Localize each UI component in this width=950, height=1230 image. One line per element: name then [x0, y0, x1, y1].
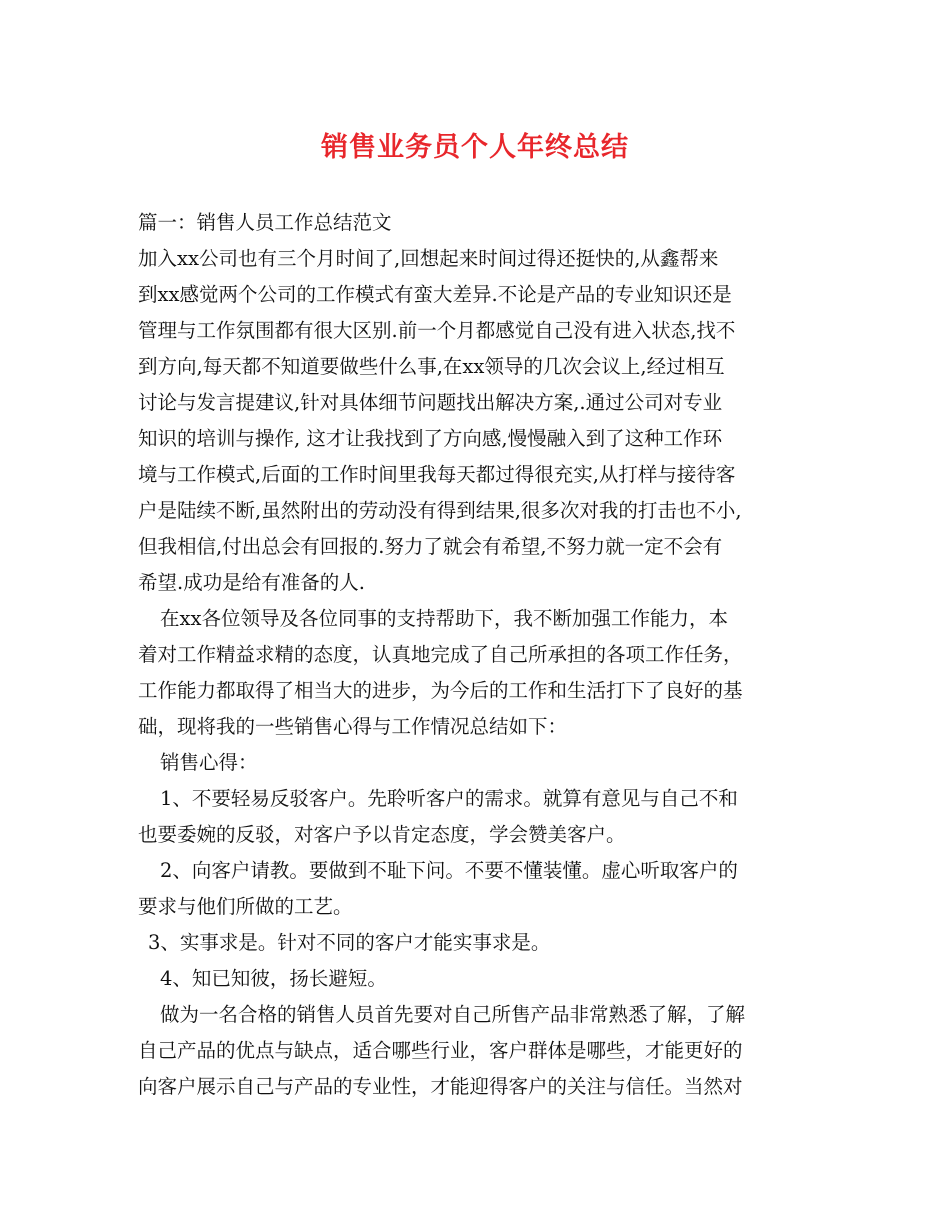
paragraph-line: 境与工作模式,后面的工作时间里我每天都过得很充实,从打样与接待客 [138, 463, 736, 486]
paragraph-line: 到方向,每天都不知道要做些什么事,在xx领导的几次会议上,经过相互 [138, 355, 725, 378]
paragraph-line: 自己产品的优点与缺点，适合哪些行业，客户群体是哪些，才能更好的 [138, 1039, 743, 1062]
paragraph-line: 希望.成功是给有准备的人. [138, 571, 365, 594]
paragraph-line: 着对工作精益求精的态度，认真地完成了自己所承担的各项工作任务， [138, 643, 743, 666]
paragraph-line: 做为一名合格的销售人员首先要对自己所售产品非常熟悉了解，了解 [160, 1003, 746, 1026]
subheading-line: 销售心得： [160, 751, 258, 774]
paragraph-line: 工作能力都取得了相当大的进步，为今后的工作和生活打下了良好的基 [138, 679, 743, 702]
paragraph-line: 向客户展示自己与产品的专业性，才能迎得客户的关注与信任。当然对 [138, 1075, 743, 1098]
document-body [138, 205, 818, 1105]
paragraph-line: 但我相信,付出总会有回报的.努力了就会有希望,不努力就一定不会有 [138, 535, 723, 558]
list-item-line: 要求与他们所做的工艺。 [138, 895, 353, 918]
paragraph-line: 础，现将我的一些销售心得与工作情况总结如下： [138, 715, 568, 738]
paragraph-line: 到xx感觉两个公司的工作模式有蛮大差异.不论是产品的专业知识还是 [138, 283, 732, 306]
paragraph-line: 讨论与发言提建议,针对具体细节问题找出解决方案,.通过公司对专业 [138, 391, 723, 414]
list-item-line: 2、向客户请教。要做到不耻下问。不要不懂装懂。虚心听取客户的 [160, 859, 738, 882]
paragraph-line: 知识的培训与操作, 这才让我找到了方向感,慢慢融入到了这种工作环 [138, 427, 723, 450]
section-heading: 篇一：销售人员工作总结范文 [138, 211, 392, 234]
paragraph-line: 在xx各位领导及各位同事的支持帮助下，我不断加强工作能力，本 [160, 607, 728, 630]
list-item-line: 也要委婉的反驳，对客户予以肯定态度，学会赞美客户。 [138, 823, 626, 846]
list-item-line: 3、实事求是。针对不同的客户才能实事求是。 [148, 931, 551, 954]
document-title: 销售业务员个人年终总结 [321, 132, 629, 163]
list-item-line: 4、知已知彼，扬长避短。 [160, 967, 387, 990]
list-item-line: 1、不要轻易反驳客户。先聆听客户的需求。就算有意见与自己不和 [160, 787, 738, 810]
paragraph-line: 户是陆续不断,虽然附出的劳动没有得到结果,很多次对我的打击也不小, [138, 499, 742, 522]
paragraph-line: 管理与工作氛围都有很大区别.前一个月都感觉自己没有进入状态,找不 [138, 319, 736, 342]
paragraph-line: 加入xx公司也有三个月时间了,回想起来时间过得还挺快的,从鑫帮来 [138, 247, 719, 270]
